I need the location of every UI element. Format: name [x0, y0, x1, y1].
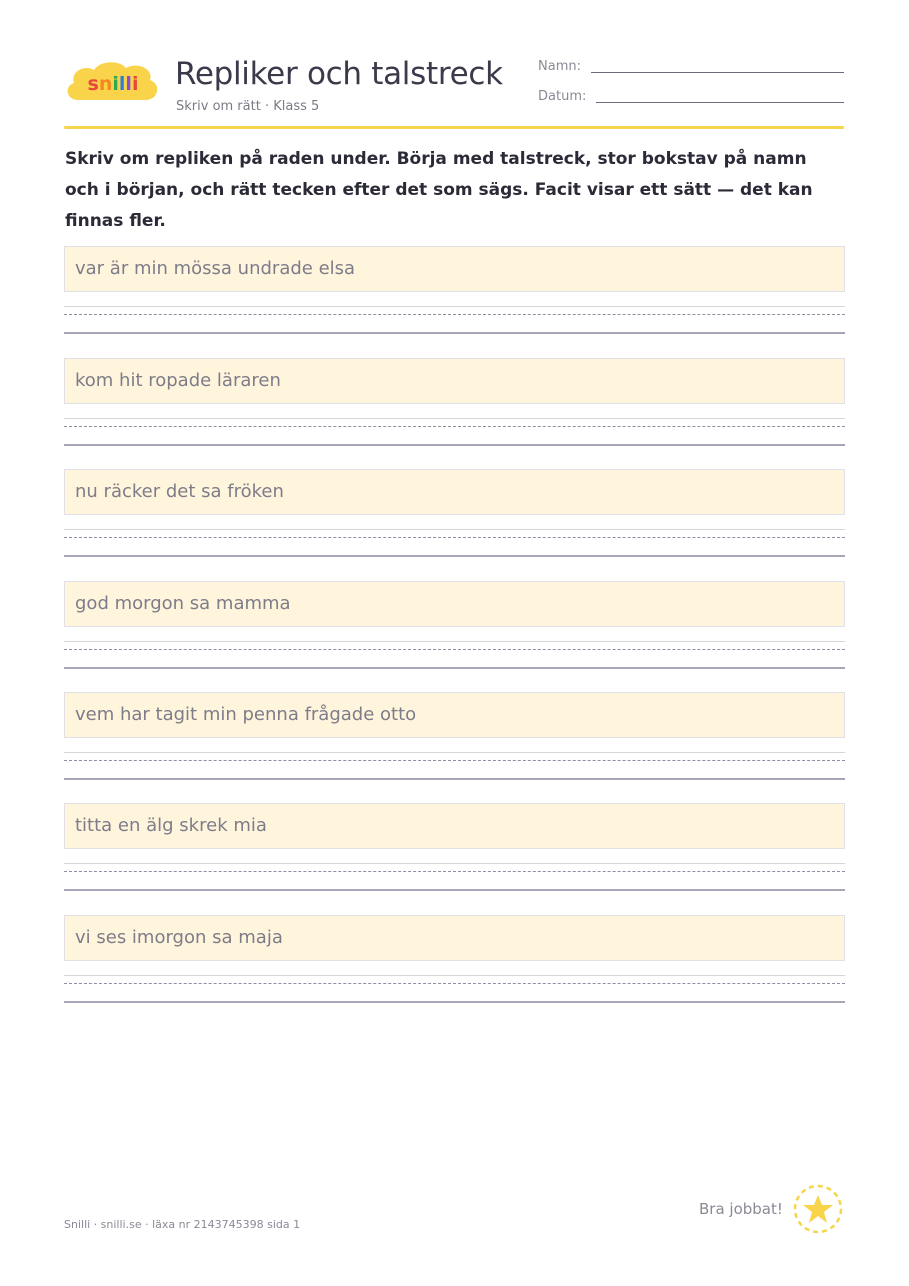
praise-text: Bra jobbat! [699, 1200, 783, 1218]
prompt-box [64, 469, 845, 515]
writing-line-top [64, 306, 845, 307]
prompt-text: nu räcker det sa fröken [75, 481, 284, 502]
writing-line-top [64, 418, 845, 419]
exercise-item [64, 692, 845, 784]
svg-text:snilli: snilli [87, 73, 139, 95]
header-divider [64, 126, 844, 129]
exercise-item [64, 803, 845, 895]
page-title: Repliker och talstreck [175, 56, 503, 92]
writing-line-mid [64, 649, 845, 650]
writing-line-top [64, 975, 845, 976]
prompt-text: var är min mössa undrade elsa [75, 258, 356, 279]
exercise-item [64, 581, 845, 673]
prompt-text: kom hit ropade läraren [75, 370, 281, 391]
exercise-item [64, 246, 845, 338]
snilli-logo [64, 56, 162, 108]
page-subtitle: Skriv om rätt · Klass 5 [176, 99, 320, 114]
exercise-item [64, 469, 845, 561]
exercise-item [64, 358, 845, 450]
prompt-text: titta en älg skrek mia [75, 815, 267, 836]
name-label: Namn: [538, 59, 581, 74]
date-field[interactable] [596, 102, 844, 103]
writing-line-mid [64, 983, 845, 984]
prompt-text: god morgon sa mamma [75, 593, 291, 614]
name-field[interactable] [591, 72, 844, 73]
writing-line-top [64, 752, 845, 753]
writing-line-base[interactable] [64, 555, 845, 557]
exercise-item [64, 915, 845, 1007]
writing-line-mid [64, 760, 845, 761]
writing-line-top [64, 863, 845, 864]
prompt-text: vem har tagit min penna frågade otto [75, 704, 417, 725]
date-label: Datum: [538, 89, 587, 104]
prompt-box [64, 915, 845, 961]
writing-line-mid [64, 426, 845, 427]
writing-line-base[interactable] [64, 444, 845, 446]
writing-line-top [64, 529, 845, 530]
writing-line-mid [64, 537, 845, 538]
writing-line-base[interactable] [64, 1001, 845, 1003]
prompt-box [64, 358, 845, 404]
writing-line-base[interactable] [64, 332, 845, 334]
writing-line-mid [64, 871, 845, 872]
footer-info: Snilli · snilli.se · läxa nr 2143745398 sida 1 [64, 1218, 301, 1231]
writing-line-base[interactable] [64, 667, 845, 669]
prompt-box [64, 246, 845, 292]
prompt-box [64, 581, 845, 627]
prompt-box [64, 692, 845, 738]
writing-line-top [64, 641, 845, 642]
prompt-text: vi ses imorgon sa maja [75, 927, 283, 948]
writing-line-base[interactable] [64, 778, 845, 780]
instructions-text: Skriv om repliken på raden under. Börja med talstreck, stor bokstav på namn och i början, och rätt tecken efter det som sägs. Facit visar ett sätt — det kan finnas fler. [65, 149, 813, 231]
star-icon [793, 1184, 843, 1234]
writing-line-mid [64, 314, 845, 315]
writing-line-base[interactable] [64, 889, 845, 891]
prompt-box [64, 803, 845, 849]
